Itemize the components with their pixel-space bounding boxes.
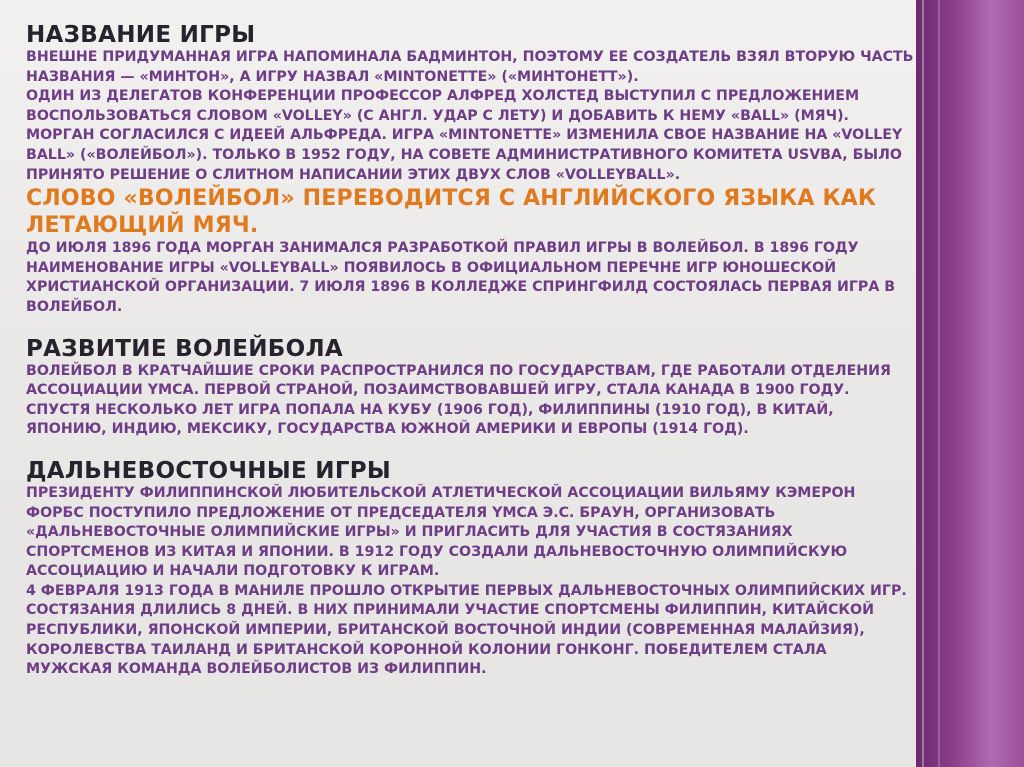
decorative-side-band	[916, 0, 1024, 767]
slide-content	[26, 22, 916, 680]
highlight-statement: СЛОВО «ВОЛЕЙБОЛ» ПЕРЕВОДИТСЯ С АНГЛИЙСКОГО ЯЗЫКА КАК ЛЕТАЮЩИЙ МЯЧ.	[26, 186, 877, 239]
paragraph: СПУСТЯ НЕСКОЛЬКО ЛЕТ ИГРА ПОПАЛА НА КУБУ (1906 ГОД), ФИЛИППИНЫ (1910 ГОД), В КИТАЙ, ЯПОНИЮ, ИНДИЮ, МЕКСИКУ, ГОСУДАРСТВА ЮЖНОЙ АМЕРИКИ И ЕВРОПЫ (1914 ГОД).	[26, 401, 834, 438]
paragraph: ВНЕШНЕ ПРИДУМАННАЯ ИГРА НАПОМИНАЛА БАДМИНТОН, ПОЭТОМУ ЕЕ СОЗДАТЕЛЬ ВЗЯЛ ВТОРУЮ ЧАСТЬ НАЗВАНИЯ — «МИНТОН», А ИГРУ НАЗВАЛ «MINTONETTE» («МИНТОНЕТТ»).	[26, 49, 914, 85]
paragraph: ПРЕЗИДЕНТУ ФИЛИППИНСКОЙ ЛЮБИТЕЛЬСКОЙ АТЛЕТИЧЕСКОЙ АССОЦИАЦИИ ВИЛЬЯМУ КЭМЕРОН ФОРБС ПОСТУПИЛО ПРЕДЛОЖЕНИЕ ОТ ПРЕДСЕДАТЕЛЯ YMCA Э.С. БРАУН, ОРГАНИЗОВАТЬ «ДАЛЬНЕВОСТОЧНЫЕ ОЛИМПИЙСКИЕ ИГРЫ» И ПРИГЛАСИТЬ ДЛЯ УЧАСТИЯ В СОСТЯЗАНИЯХ СПОРТСМЕНОВ ИЗ КИТАЯ И ЯПОНИИ. В 1912 ГОДУ СОЗДАЛИ ДАЛЬНЕВОСТОЧНУЮ ОЛИМПИЙСКУЮ АССОЦИАЦИЮ И НАЧАЛИ ПОДГОТОВКУ К ИГРАМ.	[26, 484, 856, 580]
section-heading-far-east-games: ДАЛЬНЕВОСТОЧНЫЕ ИГРЫ	[26, 457, 392, 484]
paragraph: МОРГАН СОГЛАСИЛСЯ С ИДЕЕЙ АЛЬФРЕДА. ИГРА «MINTONETTE» ИЗМЕНИЛА СВОЕ НАЗВАНИЕ НА «VOLLEY BALL» («ВОЛЕЙБОЛ»). ТОЛЬКО В 1952 ГОДУ, НА СОВЕТЕ АДМИНИСТРАТИВНОГО КОМИТЕТА USVBA, БЫЛО ПРИНЯТО РЕШЕНИЕ О СЛИТНОМ НАПИСАНИИ ЭТИХ ДВУХ СЛОВ «VOLLEYBALL».	[26, 127, 903, 183]
section-heading-development: РАЗВИТИЕ ВОЛЕЙБОЛА	[26, 335, 343, 362]
spacer	[26, 440, 916, 458]
paragraph: ОДИН ИЗ ДЕЛЕГАТОВ КОНФЕРЕНЦИИ ПРОФЕССОР АЛФРЕД ХОЛСТЕД ВЫСТУПИЛ С ПРЕДЛОЖЕНИЕМ ВОСПОЛЬЗОВАТЬСЯ СЛОВОМ «VOLLEY» (С АНГЛ. УДАР С ЛЕТУ) И ДОБАВИТЬ К НЕМУ «BALL» (МЯЧ).	[26, 88, 860, 124]
spacer	[26, 318, 916, 336]
band-stripe	[938, 0, 940, 767]
paragraph: 4 ФЕВРАЛЯ 1913 ГОДА В МАНИЛЕ ПРОШЛО ОТКРЫТИЕ ПЕРВЫХ ДАЛЬНЕВОСТОЧНЫХ ОЛИМПИЙСКИХ ИГР. СОСТЯЗАНИЯ ДЛИЛИСЬ 8 ДНЕЙ. В НИХ ПРИНИМАЛИ УЧАСТИЕ СПОРТСМЕНЫ ФИЛИППИН, КИТАЙСКОЙ РЕСПУБЛИКИ, ЯПОНСКОЙ ИМПЕРИИ, БРИТАНСКОЙ ВОСТОЧНОЙ ИНДИИ (СОВРЕМЕННАЯ МАЛАЙЗИЯ), КОРОЛЕВСТВА ТАИЛАНД И БРИТАНСКОЙ КОРОННОЙ КОЛОНИИ ГОНКОНГ. ПОБЕДИТЕЛЕМ СТАЛА МУЖСКАЯ КОМАНДА ВОЛЕЙБОЛИСТОВ ИЗ ФИЛИППИН.	[26, 582, 907, 678]
paragraph: ВОЛЕЙБОЛ В КРАТЧАЙШИЕ СРОКИ РАСПРОСТРАНИЛСЯ ПО ГОСУДАРСТВАМ, ГДЕ РАБОТАЛИ ОТДЕЛЕНИЯ АССОЦИАЦИИ YMCA. ПЕРВОЙ СТРАНОЙ, ПОЗАИМСТВОВАВШЕЙ ИГРУ, СТАЛА КАНАДА В 1900 ГОДУ.	[26, 362, 891, 399]
paragraph: ДО ИЮЛЯ 1896 ГОДА МОРГАН ЗАНИМАЛСЯ РАЗРАБОТКОЙ ПРАВИЛ ИГРЫ В ВОЛЕЙБОЛ. В 1896 ГОДУ НАИМЕНОВАНИЕ ИГРЫ «VOLLEYBALL» ПОЯВИЛОСЬ В ОФИЦИАЛЬНОМ ПЕРЕЧНЕ ИГР ЮНОШЕСКОЙ ХРИСТИАНСКОЙ ОРГАНИЗАЦИИ. 7 ИЮЛЯ 1896 В КОЛЛЕДЖЕ СПРИНГФИЛД СОСТОЯЛАСЬ ПЕРВАЯ ИГРА В ВОЛЕЙБОЛ.	[26, 240, 896, 315]
section-heading-game-name: НАЗВАНИЕ ИГРЫ	[26, 22, 256, 48]
band-stripe	[922, 0, 924, 767]
